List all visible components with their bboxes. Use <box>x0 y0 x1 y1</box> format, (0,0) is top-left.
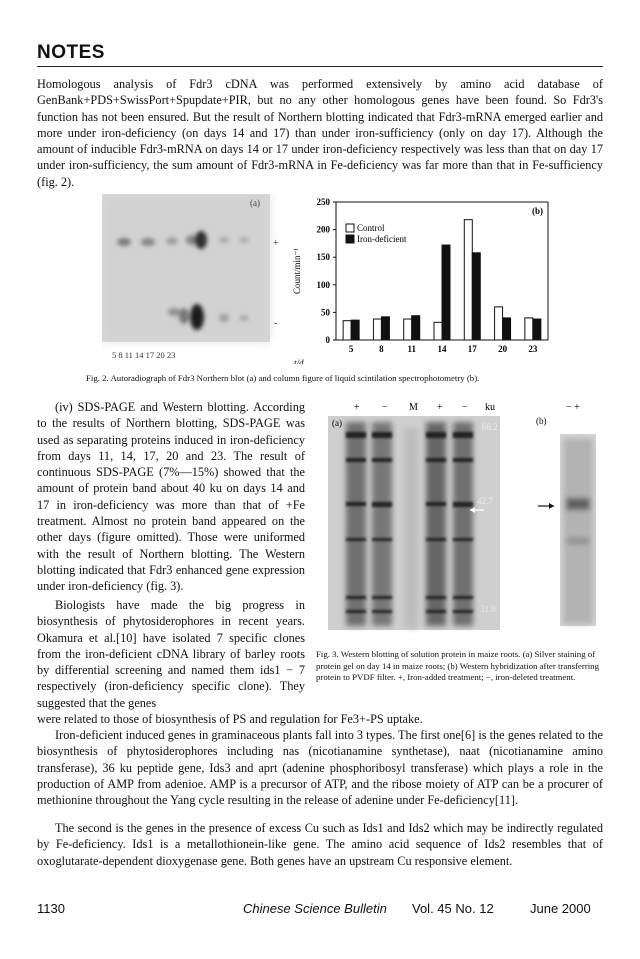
fig3-marker-66: 66.2 <box>482 422 498 432</box>
fig3-western-blot <box>320 398 610 639</box>
bar-control-20 <box>495 307 503 340</box>
bar-control-5 <box>343 321 351 340</box>
fig2-northern-blot <box>102 194 282 367</box>
fig2-bar-chart <box>284 192 566 369</box>
paragraph-second-type: The second is the genes in the presence of excess Cu such as Ids1 and Ids2 which may be indirectly regulated by Fe-deficiency. Ids1 is a metallothionein-like gene. The amino acid sequence of Ids2 resembles that of oxoglutarate-dependent dioxygenase gene. Both genes have an upstream Cu responsive element. <box>37 821 603 868</box>
fig2-plus-label: + <box>273 238 279 249</box>
x-tick-label: 23 <box>528 344 538 354</box>
fig3-caption: Fig. 3. Western blotting of solution protein in maize roots. (a) Silver staining of protein gel on day 14 in maize roots; (b) Western hybridization after transferring protein to PVDF filter. +, Iron-added treatment; −, iron-deleted treatment. <box>316 649 599 682</box>
y-tick-label: 200 <box>316 224 330 235</box>
y-tick-label: 250 <box>316 197 330 207</box>
fig2-caption: Fig. 2. Autoradiograph of Fdr3 Northern blot (a) and column figure of liquid scintilation spectrophotometry (b). <box>86 373 480 383</box>
fig2-panel-a-label: (a) <box>250 198 260 208</box>
fig3-panel-a-label: (a) <box>332 418 342 428</box>
issue-date: June 2000 <box>530 901 591 916</box>
x-tick-label: 20 <box>498 344 508 354</box>
bar-iron-deficient-5 <box>351 320 359 340</box>
volume-info: Vol. 45 No. 12 <box>412 901 494 916</box>
fig3-lane-4: + <box>437 402 443 413</box>
fig3-panel-b-lanes: − + <box>566 402 580 413</box>
x-tick-label: 5 <box>348 344 354 354</box>
fig3-lane-3: M <box>409 402 418 413</box>
x-tick-label: 8 <box>379 344 384 354</box>
fig3b-arrow-icon <box>538 503 554 509</box>
legend-label-1: Iron-deficient <box>357 234 407 244</box>
bar-control-11 <box>404 319 412 340</box>
x-tick-label: 11 <box>407 344 416 354</box>
y-tick-label: 100 <box>316 279 330 290</box>
bar-control-23 <box>525 318 533 340</box>
bar-control-14 <box>434 322 442 340</box>
fig3-lane-2: − <box>382 402 388 413</box>
bar-iron-deficient-17 <box>472 253 480 340</box>
fig2-lane-days: 5 8 11 14 17 20 23 <box>112 350 176 360</box>
fig3-marker-42: 42.7 <box>477 496 493 506</box>
bar-iron-deficient-23 <box>533 319 541 340</box>
x-tick-label: 14 <box>437 344 447 354</box>
chart-panel-label: (b) <box>532 206 543 216</box>
paragraph-fdr3-homology: Homologous analysis of Fdr3 cDNA was performed extensively by amino acid database of GenBank+PDS+SwissPort+Spupdate+PIR, but no any other homologous genes have been found. So Fdr3's function has not been ensured. But the result of Northern blotting indicated that Fdr3-mRNA emerged earlier and more under iron-deficiency (on days 14 and 17) than under iron-sufficiency (only on day 17). Although the amount of inducible Fdr3-mRNA on days 14 or 17 under iron-deficiency respectively was less than that on day 17 under iron-sufficiency, the sum amount of Fdr3-mRNA in Fe-deficiency was far more than that in Fe-sufficiency (fig. 2). <box>37 77 603 189</box>
bar-control-8 <box>373 319 381 340</box>
paragraph-biologists: Biologists have made the big progress in biosynthesis of phytosiderophores in recent years. Okamura et al.[10] have isolated 7 specific clones from the iron-deficient cDNA library of barley roots by differential screening and named them ids1 − 7 respectively (iron-deficiency specific clone). They suggested that the genes <box>37 598 305 710</box>
paragraph-sds-page: (iv) SDS-PAGE and Western blotting. According to the results of Northern blotting, SDS-PAGE was used as separating proteins induced in iron-deficiency from days 11, 14, 17, 20 and 23. The result of continuous SDS-PAGE (7%—15%) showed that the amount of protein band about 40 ku on days 14 and 17 in iron-deficiency was more than that of +Fe treatment. Almost no protein band appeared on the other days (figure omitted). Those were uniformed with the result of Northern blotting. The Western blotting indicated that Fdr3 enhanced gene expression under iron-deficiency (fig. 3). <box>37 400 305 594</box>
bar-iron-deficient-20 <box>503 318 511 340</box>
bar-chart-svg <box>284 192 566 364</box>
paragraph-continuation: were related to those of biosynthesis of PS and regulation for Fe3+-PS uptake. <box>37 712 423 726</box>
y-tick-label: 50 <box>321 307 330 318</box>
bar-iron-deficient-8 <box>381 317 389 340</box>
y-axis-label: Count/min⁻¹ <box>292 248 302 294</box>
fig3-lane-5: − <box>462 402 468 413</box>
fig3-lane-labels <box>354 402 580 413</box>
bar-iron-deficient-11 <box>412 316 420 340</box>
section-header: NOTES <box>37 42 105 63</box>
bar-control-17 <box>464 220 472 340</box>
header-rule <box>37 66 603 67</box>
legend-swatch-0 <box>346 224 354 232</box>
bar-iron-deficient-14 <box>442 245 450 340</box>
page-number: 1130 <box>37 901 65 916</box>
paragraph-iron-deficient-genes: Iron-deficient induced genes in graminaceous plants fall into 3 types. The first one[6] is the genes related to the biosynthesis of phytosiderophores including nas (nicotianamine synthetase), naat (nicotianamine amino transferase), 36 ku peptide gene, Ids3 and aprt (adenine phosphoribosyl transferase) which plays a role in the production of AMP from adenioe. AMP is a precursor of ATP, and the ribose moiety of ATP can be a procurer of methionine throughout the Yang cycle resulting in the release of adenine under Fe-deficiency[11]. <box>37 728 603 808</box>
x-tick-label: 17 <box>467 344 477 354</box>
x-axis-label: t/d <box>294 358 304 364</box>
y-tick-label: 150 <box>316 252 330 263</box>
fig3-unit: ku <box>485 402 495 413</box>
y-tick-label: 0 <box>325 335 330 345</box>
legend-swatch-1 <box>346 235 354 243</box>
fig3-marker-31: 31.0 <box>480 604 496 614</box>
journal-name: Chinese Science Bulletin <box>243 901 387 916</box>
fig3-lane-1: + <box>354 402 360 413</box>
legend-label-0: Control <box>357 223 385 233</box>
fig3-panel-b-label: (b) <box>536 416 547 426</box>
fig2-minus-label: - <box>274 318 278 329</box>
